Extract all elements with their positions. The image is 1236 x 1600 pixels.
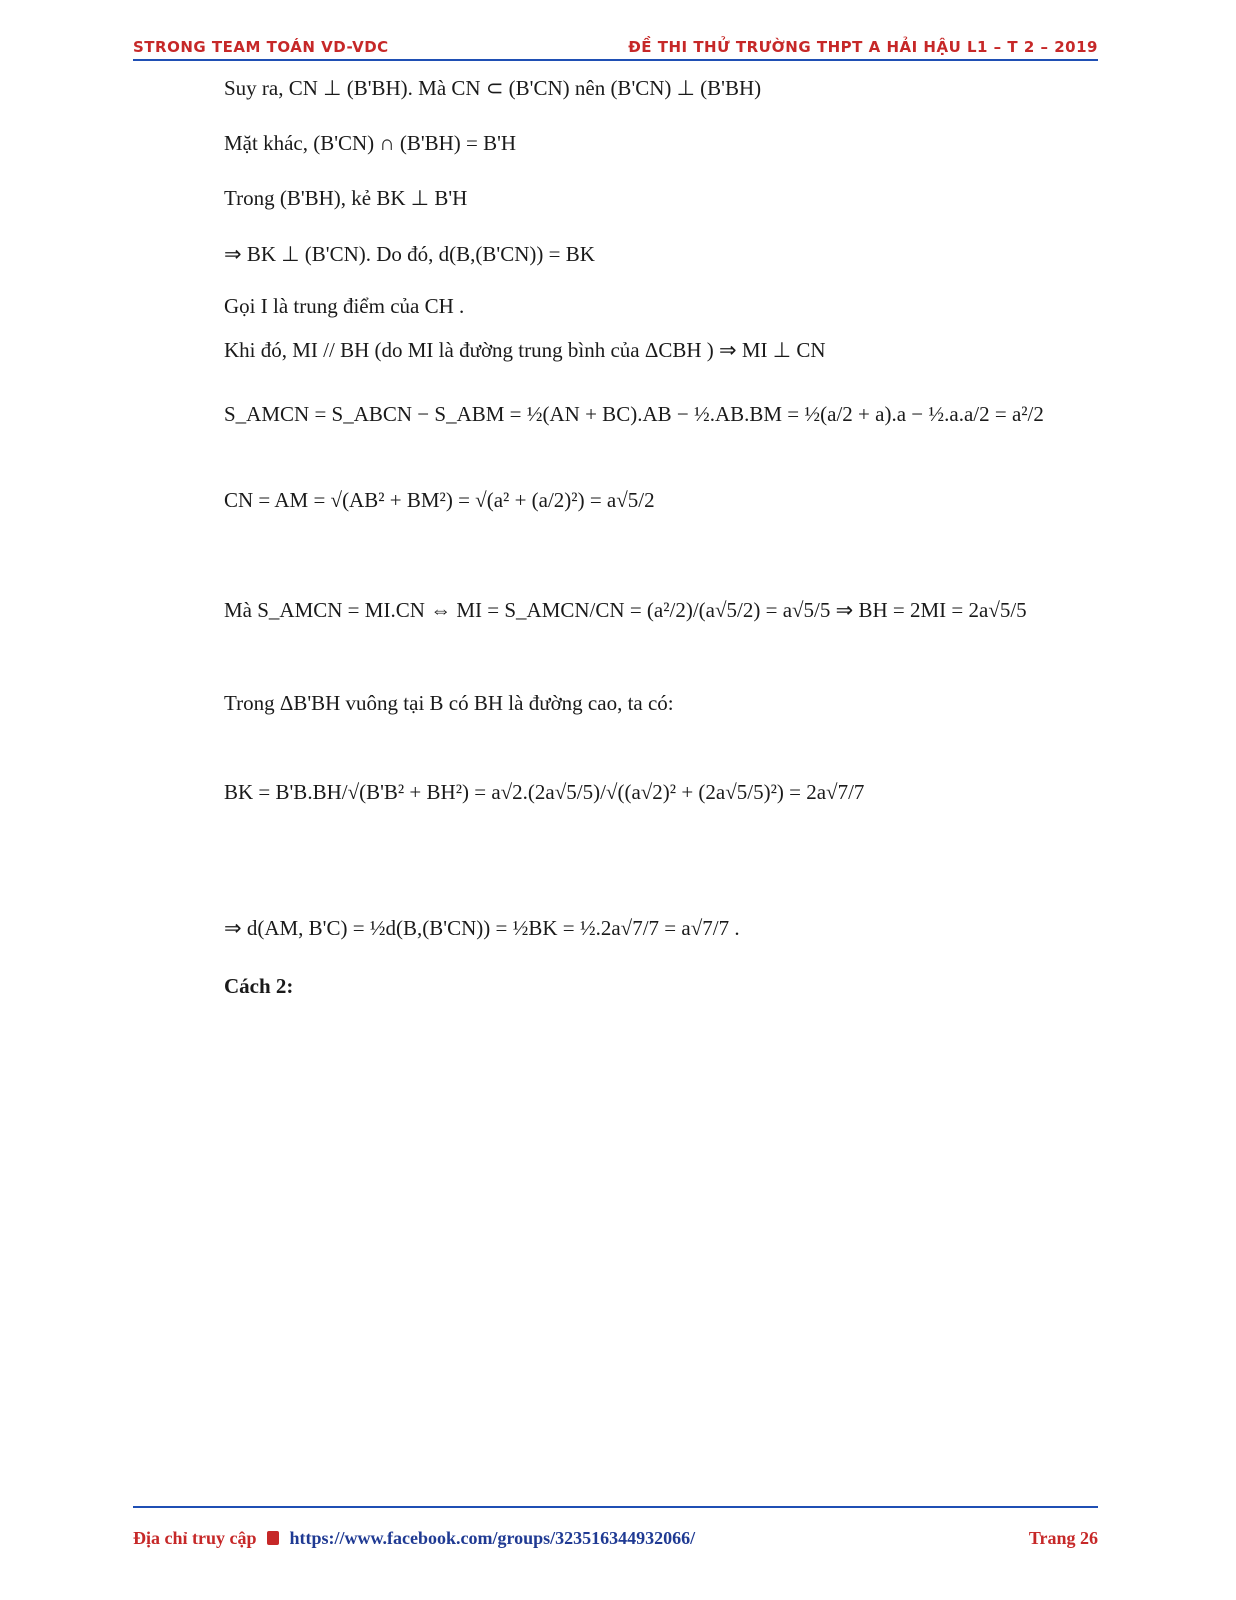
- method-2-heading: Cách 2:: [224, 974, 294, 998]
- header-exam-title: ĐỀ THI THỬ TRƯỜNG THPT A HẢI HẬU L1 – T 2 – 2019: [628, 38, 1098, 56]
- line-1: Suy ra, CN ⊥ (B'BH). Mà CN ⊂ (B'CN) nên (B'CN) ⊥ (B'BH): [224, 76, 762, 100]
- line-10: Trong ΔB'BH vuông tại B có BH là đường cao, ta có:: [224, 691, 674, 715]
- formula-distance: ⇒ d(AM, B'C) = ½d(B,(B'CN)) = ½BK = ½.2a√7/7 = a√7/7 .: [224, 916, 740, 940]
- footer-divider: [133, 1506, 1098, 1508]
- formula-mi-bh: Mà S_AMCN = MI.CN ⇔ MI = S_AMCN/CN = (a²/2)/(a√5/2) = a√5/5 ⇒ BH = 2MI = 2a√5/5: [224, 598, 1027, 622]
- line-5: Gọi I là trung điểm của CH .: [224, 294, 465, 318]
- line-3: Trong (B'BH), kẻ BK ⊥ B'H: [224, 186, 468, 210]
- header-team-name: STRONG TEAM TOÁN VD-VDC: [133, 38, 389, 56]
- footer-access: [133, 1528, 695, 1549]
- page-number: Trang 26: [1028, 1528, 1098, 1548]
- formula-cn: CN = AM = √(AB² + BM²) = √(a² + (a/2)²) = a√5/2: [224, 488, 655, 512]
- formula-bk: BK = B'B.BH/√(B'B² + BH²) = a√2.(2a√5/5)/√((a√2)² + (2a√5/5)²) = 2a√7/7: [224, 780, 865, 804]
- formula-area-mcn: S_AMCN = S_ABCN − S_ABM = ½(AN + BC).AB − ½.AB.BM = ½(a/2 + a).a − ½.a.a/2 = a²/2: [224, 402, 1044, 426]
- header-divider: [133, 59, 1098, 61]
- footer-url-link[interactable]: https://www.facebook.com/groups/323516344932066/: [289, 1528, 696, 1548]
- page-header: [133, 34, 1098, 62]
- line-2: Mặt khác, (B'CN) ∩ (B'BH) = B'H: [224, 131, 517, 155]
- phone-icon: [267, 1531, 279, 1545]
- footer-label: Địa chỉ truy cập: [133, 1528, 257, 1548]
- line-4: ⇒ BK ⊥ (B'CN). Do đó, d(B,(B'CN)) = BK: [224, 242, 595, 266]
- line-6: Khi đó, MI // BH (do MI là đường trung bình của ΔCBH ) ⇒ MI ⊥ CN: [224, 338, 826, 362]
